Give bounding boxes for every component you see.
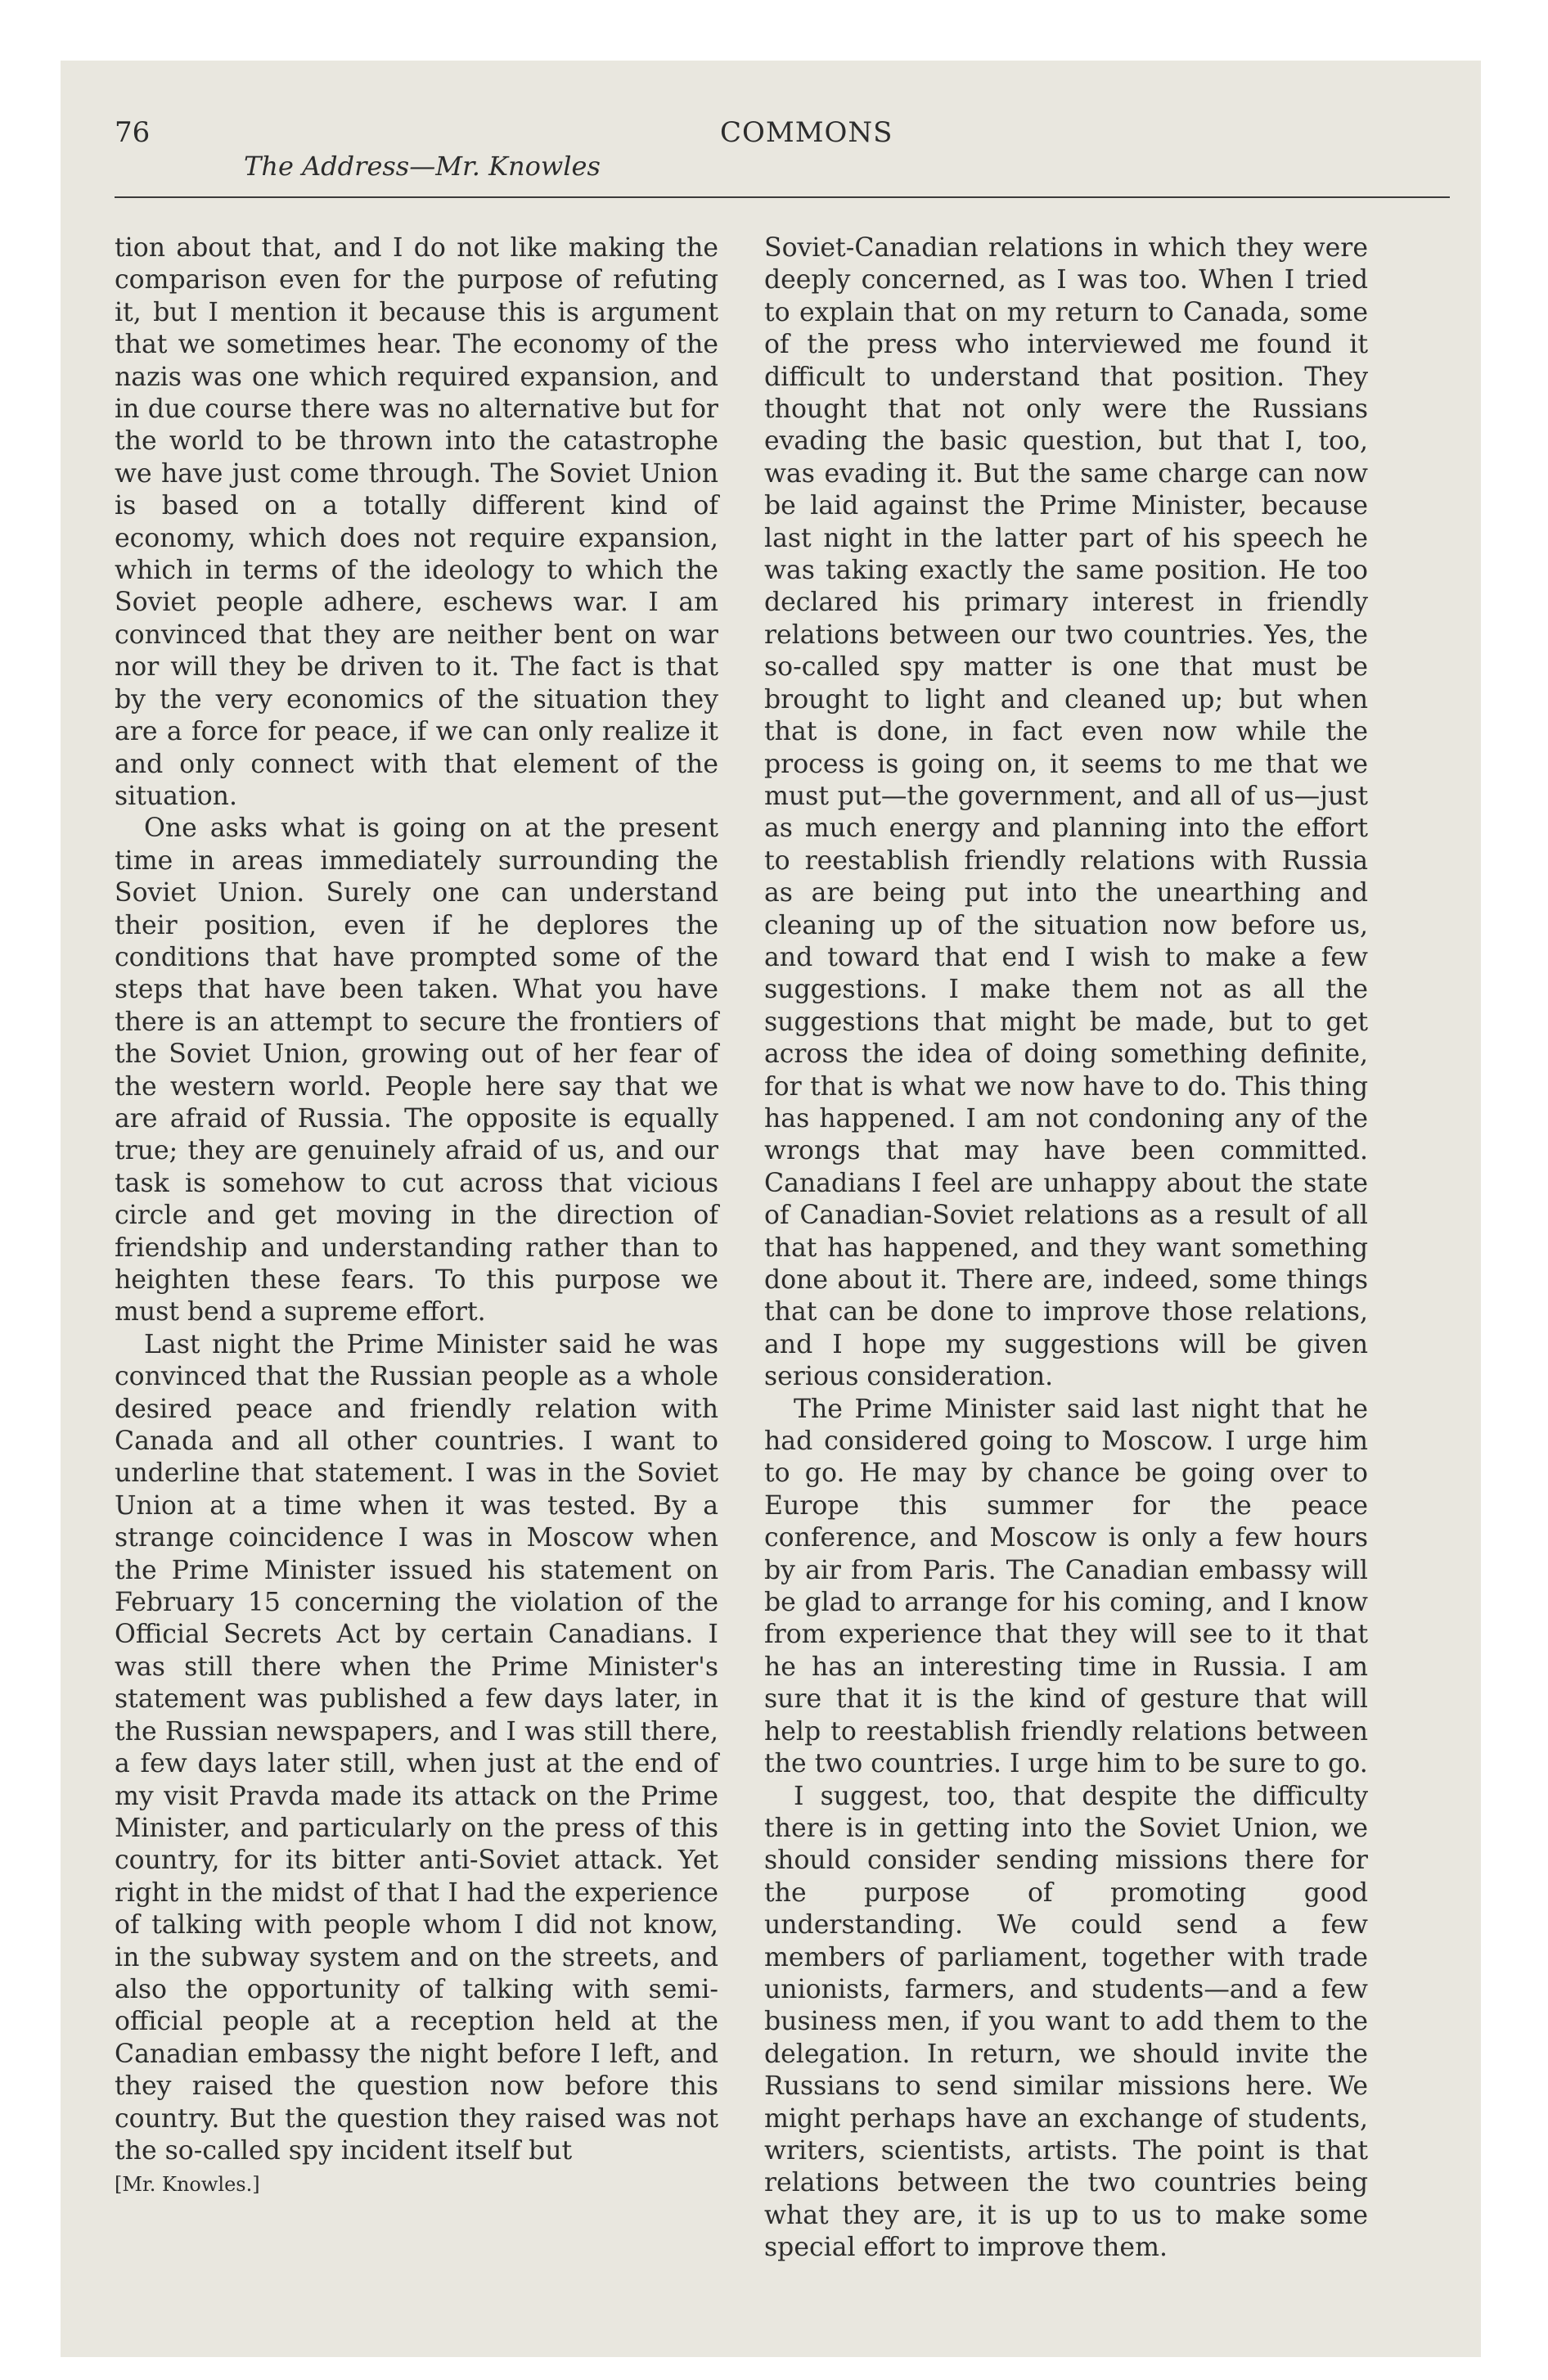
running-head: The Address—Mr. Knowles — [244, 151, 601, 182]
paragraph: Soviet-Canadian relations in which they were deeply concerned, as I was too. When I tried to explain that on my return to Canada, some of the press who interviewed me found it difficult to understand that position. They thought that not only were the Russians evading the basic question, but that I, too, was evading it. But the same charge can now be laid against the Prime Minister, because last night in the latter part of his speech he was taking exactly the same position. He too declared his primary interest in friendly relations between our two countries. Yes, the so-called spy matter is one that must be brought to light and cleaned up; but when that is done, in fact even now while the process is going on, it seems to me that we must put—the government, and all of us—just as much energy and planning into the effort to reestablish friendly relations with Russia as are being put into the unearthing and cleaning up of the situation now before us, and toward that end I wish to make a few suggestions. I make them not as all the suggestions that might be made, but to get across the idea of doing something definite, for that is what we now have to do. This thing has happened. I am not condoning any of the wrongs that may have been committed. Canadians I feel are unhappy about the state of Canadian-Soviet relations as a result of all that has happened, and they want something done about it. There are, indeed, some things that can be done to improve those relations, and I hope my suggestions will be given serious consideration. — [764, 233, 1368, 1392]
header-rule — [115, 196, 1450, 198]
paragraph: Last night the Prime Minister said he was convinced that the Russian people as a whole desired peace and friendly relation with Canada and all other countries. I want to underline that statement. I was in the Soviet Union at a time when it was tested. By a strange coincidence I was in Moscow when the Prime Minister issued his statement on February 15 concerning the violation of the Official Secrets Act by certain Canadians. I was still there when the Prime Minister's statement was published a few days later, in the Russian newspapers, and I was still there, a few days later still, when just at the end of my visit Pravda made its attack on the Prime Minister, and particularly on the press of this country, for its bitter anti-Soviet attack. Yet right in the midst of that I had the experience of talking with people whom I did not know, in the subway system and on the streets, and also the opportunity of talking with semi-official people at a reception held at the Canadian embassy the night before I left, and they raised the question now before this country. But the question they raised was not the so-called spy incident itself but — [115, 1329, 718, 2166]
speaker-attribution: [Mr. Knowles.] — [115, 2173, 260, 2197]
document-page — [61, 61, 1481, 2357]
page-number: 76 — [115, 116, 151, 149]
page-header — [115, 110, 1450, 208]
paragraph: tion about that, and I do not like making the comparison even for the purpose of refuting it, but I mention it because this is argument that we sometimes hear. The economy of the nazis was one which required expansion, and in due course there was no alternative but for the world to be thrown into the catastrophe we have just come through. The Soviet Union is based on a totally different kind of economy, which does not require expansion, which in terms of the ideology to which the Soviet people adhere, eschews war. I am convinced that they are neither bent on war nor will they be driven to it. The fact is that by the very economics of the situation they are a force for peace, if we can only realize it and only connect with that element of the situation. — [115, 233, 718, 811]
section-title: COMMONS — [720, 116, 893, 149]
left-column — [115, 232, 718, 2197]
paragraph: The Prime Minister said last night that he had considered going to Moscow. I urge him to go. He may by chance be going over to Europe this summer for the peace conference, and Moscow is only a few hours by air from Paris. The Canadian embassy will be glad to arrange for his coming, and I know from experience that they will see to it that he has an interesting time in Russia. I am sure that it is the kind of gesture that will help to reestablish friendly relations between the two countries. I urge him to be sure to go. — [764, 1394, 1368, 1779]
paragraph: One asks what is going on at the present time in areas immediately surrounding the Soviet Union. Surely one can understand their position, even if he deplores the conditions that have prompted some of the steps that have been taken. What you have there is an attempt to secure the frontiers of the Soviet Union, growing out of her fear of the western world. People here say that we are afraid of Russia. The opposite is equally true; they are genuinely afraid of us, and our task is somehow to cut across that vicious circle and get moving in the direction of friendship and understanding rather than to heighten these fears. To this purpose we must bend a supreme effort. — [115, 814, 718, 1327]
paragraph: I suggest, too, that despite the difficulty there is in getting into the Soviet Union, we should consider sending missions there for the purpose of promoting good understanding. We could send a few members of parliament, together with trade unionists, farmers, and students—and a few business men, if you want to add them to the delegation. In return, we should invite the Russians to send similar missions here. We might perhaps have an exchange of students, writers, scientists, artists. The point is that relations between the two countries being what they are, it is up to us to make some special effort to improve them. — [764, 1781, 1368, 2263]
right-column — [764, 232, 1368, 2265]
